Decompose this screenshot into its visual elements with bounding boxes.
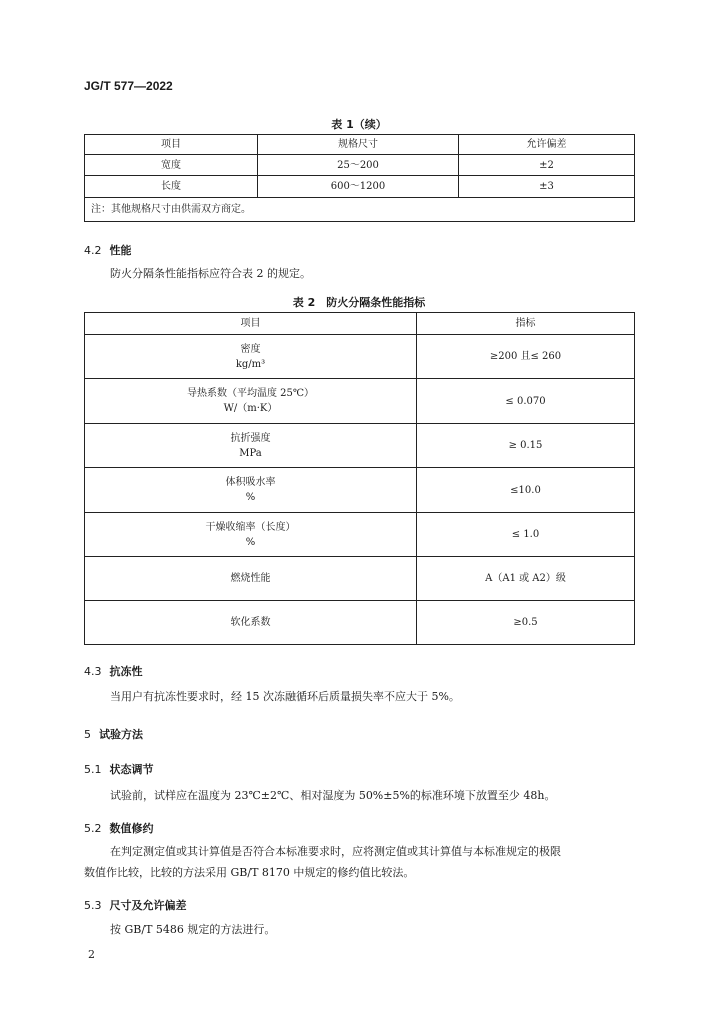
table2-value-cell: ≤ 0.070 (417, 379, 635, 424)
table1-cell: 600～1200 (258, 176, 459, 198)
section-5-1-heading (84, 761, 154, 777)
section-title: 试验方法 (99, 728, 143, 741)
item-unit: W/（m·K） (223, 403, 278, 414)
table-row (85, 513, 635, 557)
table1-note-row (85, 198, 635, 222)
table2-item-cell: 燃烧性能 (85, 557, 417, 601)
section-4-2-heading (84, 242, 132, 258)
item-name: 干燥收缩率（长度） (205, 521, 296, 533)
table1-note: 注：其他规格尺寸由供需双方商定。 (85, 198, 635, 222)
section-number: 5.2 (84, 822, 102, 835)
table1-cell: 25～200 (258, 155, 459, 176)
table-row (85, 601, 635, 645)
table-row (85, 557, 635, 601)
table1-col-tolerance: 允许偏差 (459, 135, 635, 155)
section-5-2-text-line1: 在判定测定值或其计算值是否符合本标准要求时，应将测定值或其计算值与本标准规定的极限 (110, 845, 561, 858)
section-title: 状态调节 (109, 763, 154, 776)
section-number: 5 (84, 728, 91, 741)
item-unit: % (245, 536, 256, 548)
table-row (85, 379, 635, 424)
item-unit: MPa (239, 447, 262, 459)
table2-item-cell: 软化系数 (85, 601, 417, 645)
section-title: 数值修约 (109, 822, 154, 835)
table2-value-cell: ≥200 且≤ 260 (417, 335, 635, 379)
section-4-3-text: 当用户有抗冻性要求时，经 15 次冻融循环后质量损失率不应大于 5%。 (110, 690, 460, 703)
table2-item-cell (85, 335, 417, 379)
item-name: 导热系数（平均温度 25℃） (186, 388, 315, 399)
section-5-2-text-line2: 数值作比较，比较的方法采用 GB/T 8170 中规定的修约值比较法。 (84, 866, 415, 879)
section-5-1-text: 试验前，试样应在温度为 23℃±2℃、相对湿度为 50%±5%的标准环境下放置至少 48h。 (110, 789, 556, 802)
table2-caption: 表 2 防火分隔条性能指标 (292, 296, 426, 309)
table2-item-cell (85, 424, 417, 468)
section-number: 5.3 (84, 899, 102, 912)
section-title: 尺寸及允许偏差 (109, 899, 187, 912)
section-5-3-heading (84, 897, 187, 913)
table2-value-cell: A（A1 或 A2）级 (417, 557, 635, 601)
table1-cell: 宽度 (85, 155, 258, 176)
table2-col-item: 项目 (85, 313, 417, 335)
section-number: 5.1 (84, 763, 102, 776)
table1-header-row (85, 135, 635, 155)
section-4-2-text: 防火分隔条性能指标应符合表 2 的规定。 (110, 267, 311, 280)
section-number: 4.3 (84, 665, 102, 678)
table-row (85, 335, 635, 379)
table1-cell: ±3 (459, 176, 635, 198)
table2-col-value: 指标 (417, 313, 635, 335)
section-4-3-heading (84, 663, 143, 679)
item-name: 体积吸水率 (225, 477, 276, 488)
table-row (85, 468, 635, 513)
item-unit: kg/m³ (235, 358, 266, 370)
table2-item-cell (85, 468, 417, 513)
section-5-heading (84, 726, 143, 742)
section-5-2-heading (84, 820, 154, 836)
table1-col-item: 项目 (85, 135, 258, 155)
table1 (84, 134, 635, 222)
page-number: 2 (88, 948, 95, 961)
table2-header-row (85, 313, 635, 335)
table2-value-cell: ≤10.0 (417, 468, 635, 513)
table2-item-cell (85, 513, 417, 557)
item-unit: % (245, 492, 256, 503)
table2-item-cell (85, 379, 417, 424)
table-row (85, 176, 635, 198)
item-name: 密度 (240, 343, 261, 355)
table2 (84, 312, 635, 645)
table2-value-cell: ≥ 0.15 (417, 424, 635, 468)
table-row (85, 424, 635, 468)
table-row (85, 155, 635, 176)
item-name: 抗折强度 (230, 432, 271, 444)
table2-value-cell: ≤ 1.0 (417, 513, 635, 557)
standard-code: JG/T 577—2022 (84, 79, 173, 93)
section-title: 抗冻性 (109, 665, 143, 678)
table1-col-size: 规格尺寸 (258, 135, 459, 155)
section-title: 性能 (109, 244, 132, 257)
section-5-3-text: 按 GB/T 5486 规定的方法进行。 (110, 923, 276, 936)
table1-cell: 长度 (85, 176, 258, 198)
table1-cell: ±2 (459, 155, 635, 176)
table2-value-cell: ≥0.5 (417, 601, 635, 645)
section-number: 4.2 (84, 244, 102, 257)
table1-caption: 表 1（续） (331, 118, 387, 131)
